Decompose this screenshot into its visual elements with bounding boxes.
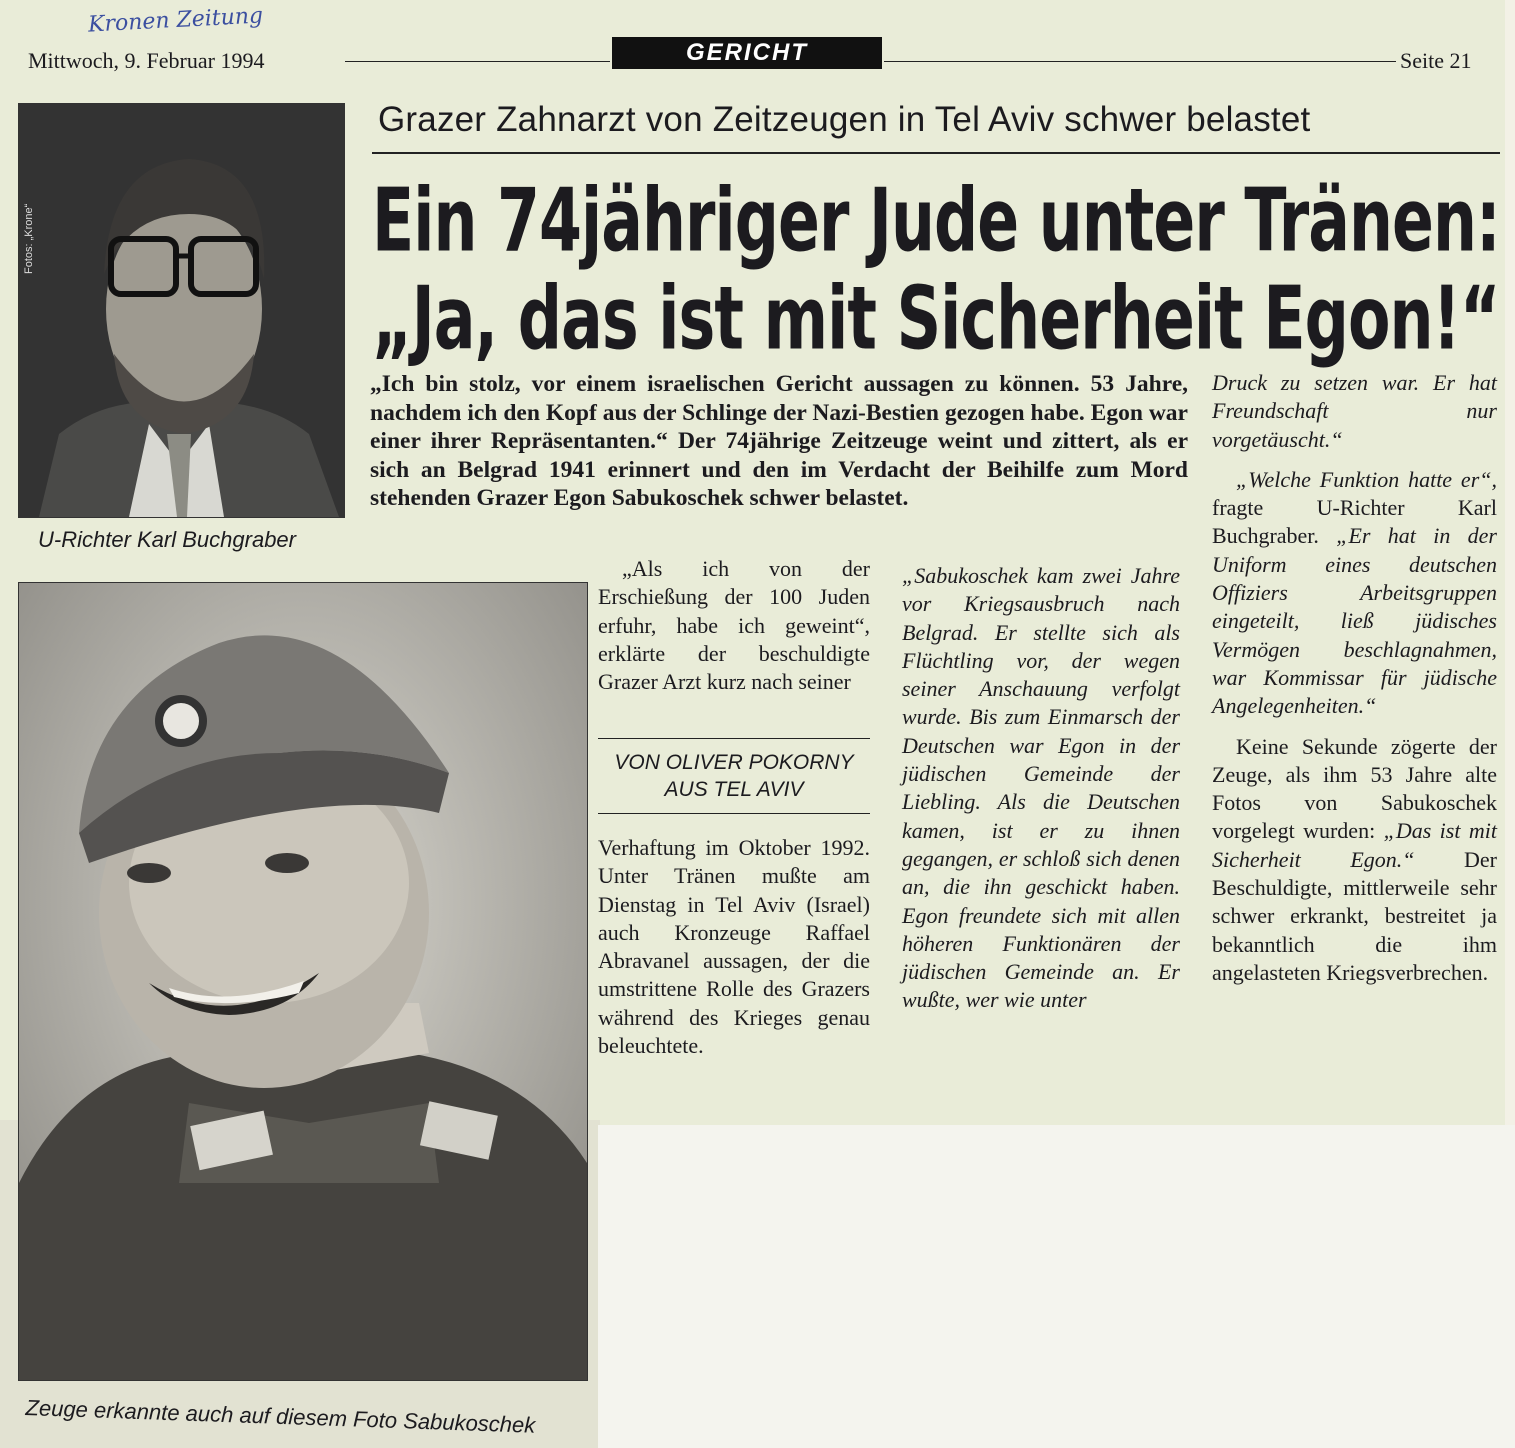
header-rule-left: [345, 61, 610, 62]
byline: [598, 738, 870, 814]
soldier-photo: [18, 582, 588, 1381]
kicker-rule: [372, 152, 1500, 154]
column-3-recognition-quote: „Das ist mit Sicherheit Egon.“: [1212, 818, 1497, 872]
column-3-recognition: Keine Sekunde zögerte der Zeuge, als ihm 53 Jahre alte Fotos von Sabukoschek vorgelegt wurden:: [1212, 733, 1497, 844]
page-number: Seite 21: [1400, 48, 1472, 73]
column-3-question: „Welche Funktion hatte er“,: [1236, 466, 1497, 492]
headline-line-1: Ein 74jähriger Jude unter Tränen:: [372, 170, 1500, 272]
column-3-paragraph-1: Druck zu setzen war. Er hat Freundschaft nur vorgetäuscht.“: [1212, 370, 1497, 452]
photo-credit: Fotos: „Krone“: [23, 203, 35, 274]
judge-photo-caption: U-Richter Karl Buchgraber: [38, 527, 296, 552]
judge-portrait-image: [19, 104, 344, 517]
column-3-paragraph-2: [1212, 466, 1497, 721]
byline-author: VON OLIVER POKORNY: [614, 751, 854, 774]
column-3: [1212, 369, 1497, 987]
backing-sheet: [598, 1125, 1515, 1448]
section-tag: GERICHT: [612, 37, 882, 69]
column-1-part-1: „Als ich von der Erschießung der 100 Juden erfuhr, habe ich geweint“, erklärte der beschuldigte Grazer Arzt kurz nach seiner: [598, 556, 870, 695]
column-1-part-2: Verhaftung im Oktober 1992. Unter Tränen mußte am Dienstag in Tel Aviv (Israel) auch Kronzeuge Raffael Abravanel aussagen, der die umstrittene Rolle des Grazers während des Krieges genau beleuchtete.: [598, 835, 870, 1059]
handwritten-annotation: Kronen Zeitung: [87, 3, 264, 38]
column-3-answer: „Er hat in der Uniform eines deutschen Offiziers Arbeitsgruppen eingeteilt, ließ jüdisches Vermögen beschlagnahmen, war Kommissar für jüdische Angelegenheiten.“: [1212, 523, 1497, 719]
soldier-portrait-image: [19, 583, 587, 1380]
kicker: Grazer Zahnarzt von Zeitzeugen in Tel Aviv schwer belastet: [378, 100, 1311, 139]
column-2-text: „Sabukoschek kam zwei Jahre vor Kriegsausbruch nach Belgrad. Er stellte sich als Flüchtling vor, der wegen seiner Anschauung verfolgt wurde. Bis zum Einmarsch der Deutschen war Egon in der jüdischen Gemeinde der Liebling. Als die Deutschen kamen, ist er zu ihnen gegangen, er schloß sich denen an, die ihn geschickt haben. Egon freundete sich mit allen höheren Funktionären der jüdischen Gemeinde an. Er wußte, wer wie unter: [902, 563, 1180, 1013]
column-3-paragraph-3: [1212, 733, 1497, 988]
soldier-photo-caption: Zeuge erkannte auch auf diesem Foto Sabukoschek: [25, 1395, 536, 1438]
byline-location: AUS TEL AVIV: [664, 778, 804, 801]
lead-paragraph: „Ich bin stolz, vor einem israelischen Gericht aussagen zu können. 53 Jahre, nachdem ich den Kopf aus der Schlinge der Nazi-Bestien gezogen habe. Egon war einer ihrer Repräsentanten.“ Der 74jährige Zeitzeuge weint und zittert, als er sich an Belgrad 1941 erinnert und den im Verdacht der Beihilfe zum Mord stehenden Grazer Egon Sabukoschek schwer belastet.: [370, 371, 1188, 511]
judge-photo: [18, 103, 345, 518]
headline-line-2: „Ja, das ist mit Sicherheit Egon!“: [372, 268, 1500, 370]
column-3-closing: Der Beschuldigte, mittlerweile sehr schwer erkrankt, bestreitet ja bekanntlich die ihm angelasteten Kriegsverbrechen.: [1212, 846, 1498, 985]
header-rule-right: [884, 61, 1396, 62]
column-3-question-attribution: fragte U-Richter Karl Buchgraber.: [1212, 495, 1497, 549]
dateline: Mittwoch, 9. Februar 1994: [28, 48, 265, 73]
